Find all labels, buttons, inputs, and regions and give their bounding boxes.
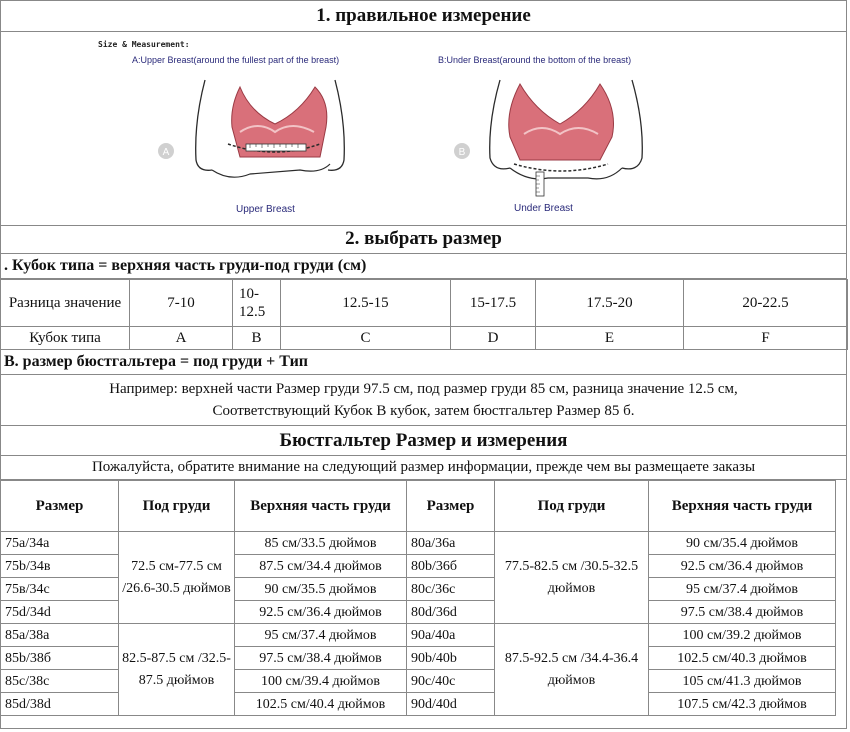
diff-label: Разница значение xyxy=(1,280,130,327)
size-cell: 85d/38d xyxy=(1,693,119,716)
col-header-size: Размер xyxy=(1,481,119,532)
upper-cell: 90 см/35.4 дюймов xyxy=(649,532,836,555)
cup-cell: A xyxy=(130,327,233,350)
col-header-under-2: Под груди xyxy=(495,481,649,532)
size-cell: 75a/34a xyxy=(1,532,119,555)
upper-cell: 100 см/39.2 дюймов xyxy=(649,624,836,647)
cup-type-row xyxy=(1,327,848,350)
bra-formula: B. размер бюстгальтера = под груди + Тип xyxy=(0,350,847,375)
caption-upper-breast: A:Upper Breast(around the fullest part of the breast) xyxy=(132,55,340,65)
cup-cell: E xyxy=(536,327,684,350)
under-range-cell: 87.5-92.5 см /34.4-36.4 дюймов xyxy=(495,624,649,716)
cup-cell: F xyxy=(684,327,848,350)
size-cell: 80b/36б xyxy=(407,555,495,578)
size-cell: 85a/38a xyxy=(1,624,119,647)
upper-cell: 92.5 см/36.4 дюймов xyxy=(235,601,407,624)
upper-cell: 102.5 см/40.4 дюймов xyxy=(235,693,407,716)
size-cell: 90b/40b xyxy=(407,647,495,670)
diff-cell: 7-10 xyxy=(130,280,233,327)
size-cell: 85c/38c xyxy=(1,670,119,693)
cup-diff-row xyxy=(1,280,848,327)
size-cell: 90a/40a xyxy=(407,624,495,647)
size-cell: 80d/36d xyxy=(407,601,495,624)
size-cell: 90d/40d xyxy=(407,693,495,716)
marker-b-label: B xyxy=(458,147,466,158)
upper-cell: 95 см/37.4 дюймов xyxy=(649,578,836,601)
table-row xyxy=(1,624,836,647)
col-header-size-2: Размер xyxy=(407,481,495,532)
size-cell: 75b/34в xyxy=(1,555,119,578)
upper-cell: 85 см/33.5 дюймов xyxy=(235,532,407,555)
size-cell: 90c/40c xyxy=(407,670,495,693)
bust-figures xyxy=(0,32,847,225)
upper-cell: 105 см/41.3 дюймов xyxy=(649,670,836,693)
diff-cell: 15-17.5 xyxy=(451,280,536,327)
col-header-upper-2: Верхняя часть груди xyxy=(649,481,836,532)
measurement-illustration xyxy=(0,32,847,226)
cup-cell: D xyxy=(451,327,536,350)
upper-cell: 100 см/39.4 дюймов xyxy=(235,670,407,693)
cup-label: Кубок типа xyxy=(1,327,130,350)
illustration-heading: Size & Measurement: xyxy=(98,40,190,49)
col-header-upper: Верхняя часть груди xyxy=(235,481,407,532)
size-cell: 80a/36a xyxy=(407,532,495,555)
size-title: Бюстгальтер Размер и измерения xyxy=(0,426,847,456)
example-block xyxy=(0,375,847,426)
marker-a-label: A xyxy=(162,147,170,158)
cup-formula: . Кубок типа = верхняя часть груди-под груди (см) xyxy=(0,254,847,279)
label-under-breast: Under Breast xyxy=(514,203,573,214)
size-cell: 80c/36c xyxy=(407,578,495,601)
diff-cell: 12.5-15 xyxy=(281,280,451,327)
upper-cell: 95 см/37.4 дюймов xyxy=(235,624,407,647)
upper-cell: 107.5 см/42.3 дюймов xyxy=(649,693,836,716)
section2-title: 2. выбрать размер xyxy=(0,225,847,254)
diff-cell: 20-22.5 xyxy=(684,280,848,327)
col-header-under: Под груди xyxy=(119,481,235,532)
section1-title: 1. правильное измерение xyxy=(0,0,847,32)
upper-cell: 97.5 см/38.4 дюймов xyxy=(235,647,407,670)
upper-cell: 90 см/35.5 дюймов xyxy=(235,578,407,601)
figure-under-breast xyxy=(454,80,642,196)
cup-cell: C xyxy=(281,327,451,350)
under-range-cell: 72.5 см-77.5 см /26.6-30.5 дюймов xyxy=(119,532,235,624)
size-table xyxy=(0,480,836,716)
under-range-cell: 77.5-82.5 см /30.5-32.5 дюймов xyxy=(495,532,649,624)
size-header-row xyxy=(1,481,836,532)
caption-under-breast: B:Under Breast(around the bottom of the breast) xyxy=(438,55,632,65)
example-line-1: Например: верхней части Размер груди 97.5 см, под размер груди 85 см, разница значение 12.5 см, xyxy=(109,381,738,397)
notice-text: Пожалуйста, обратите внимание на следующий размер информации, прежде чем вы размещаете заказы xyxy=(0,456,847,480)
under-range-cell: 82.5-87.5 см /32.5-87.5 дюймов xyxy=(119,624,235,716)
cup-table xyxy=(0,279,848,350)
table-row xyxy=(1,532,836,555)
diff-cell: 10-12.5 xyxy=(233,280,281,327)
size-cell: 75d/34d xyxy=(1,601,119,624)
upper-cell: 97.5 см/38.4 дюймов xyxy=(649,601,836,624)
cup-cell: B xyxy=(233,327,281,350)
size-cell: 85b/38б xyxy=(1,647,119,670)
size-cell: 75в/34c xyxy=(1,578,119,601)
label-upper-breast: Upper Breast xyxy=(236,204,295,215)
example-line-2: Соответствующий Кубок В кубок, затем бюстгальтер Размер 85 б. xyxy=(212,403,635,419)
upper-cell: 87.5 см/34.4 дюймов xyxy=(235,555,407,578)
diff-cell: 17.5-20 xyxy=(536,280,684,327)
upper-cell: 102.5 см/40.3 дюймов xyxy=(649,647,836,670)
figure-upper-breast xyxy=(158,80,344,177)
upper-cell: 92.5 см/36.4 дюймов xyxy=(649,555,836,578)
